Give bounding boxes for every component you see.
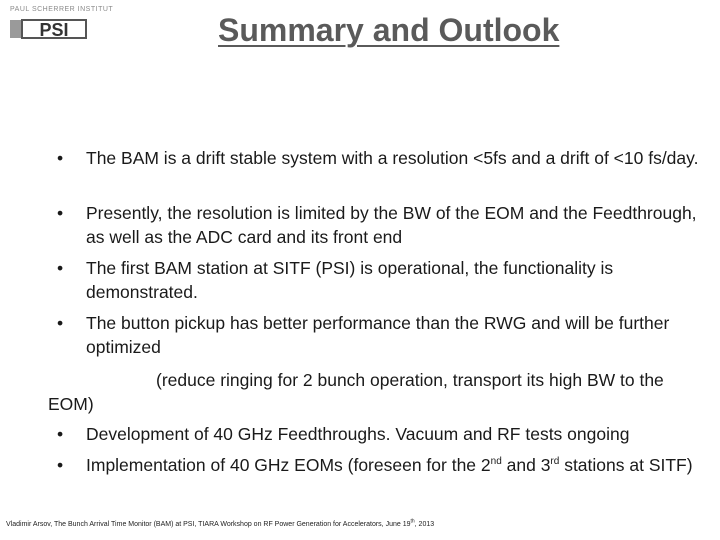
bullet-symbol: • xyxy=(57,313,64,333)
ordinal-suffix: rd xyxy=(550,456,560,468)
bullet-symbol: • xyxy=(57,203,64,223)
bullet-text-part: stations at SITF) xyxy=(559,455,693,475)
bullet-text xyxy=(86,453,716,477)
ordinal-suffix: nd xyxy=(490,456,502,468)
bullet-text-part: Implementation of 40 GHz EOMs (foreseen for the 2 xyxy=(86,455,491,475)
bullet-text: The first BAM station at SITF (PSI) is operational, the functionality is demonstrated. xyxy=(86,258,614,302)
bullet-text: Presently, the resolution is limited by the BW of the EOM and the Feedthrough, as well as the ADC card and its front end xyxy=(86,203,697,247)
bullet-text: The BAM is a drift stable system with a resolution <5fs and a drift of <10 fs/day. xyxy=(86,148,699,168)
logo-institute-text: PAUL SCHERRER INSTITUT xyxy=(10,6,114,13)
bullet-symbol: • xyxy=(57,455,64,475)
page-title: Summary and Outlook xyxy=(218,12,560,48)
bullet-symbol: • xyxy=(57,148,64,168)
bullet-symbol: • xyxy=(57,258,64,278)
psi-logo-icon xyxy=(10,18,90,42)
bullet-text-part: and 3 xyxy=(501,455,551,475)
footer-ordinal-suffix: th xyxy=(410,518,415,525)
note-text: (reduce ringing for 2 bunch operation, transport its high BW to the EOM) xyxy=(48,370,664,414)
bullet-symbol: • xyxy=(57,424,64,444)
psi-logo xyxy=(10,6,114,46)
footer-text-end: , 2013 xyxy=(414,521,435,528)
footer-citation xyxy=(6,520,716,529)
bullet-text: The button pickup has better performance than the RWG and will be further optimized xyxy=(86,313,670,357)
footer-text: Vladimir Arsov, The Bunch Arrival Time Monitor (BAM) at PSI, TIARA Workshop on RF Power Generation for Accelerators, June 19 xyxy=(6,521,411,528)
logo-psi-text: PSI xyxy=(39,20,69,40)
bullet-text: Development of 40 GHz Feedthroughs. Vacuum and RF tests ongoing xyxy=(86,424,630,444)
